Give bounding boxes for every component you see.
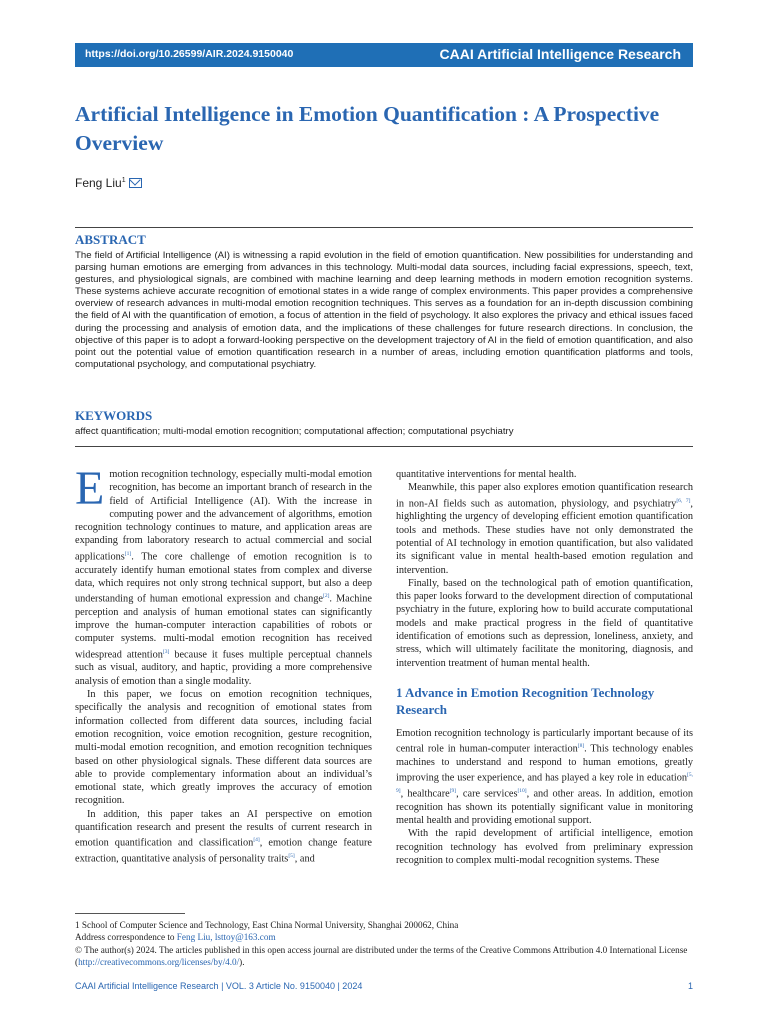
citation-ref[interactable]: [4] [253,837,260,844]
text-run: Meanwhile, this paper also explores emotion quantification research in non-AI fields such as automation, physiology, and psychiatry [396,482,693,510]
drop-cap: E [75,462,105,515]
author-name: Feng Liu [75,176,122,190]
intro-paragraph [75,462,372,688]
citation-ref[interactable]: [6, 7] [676,497,691,504]
keywords-text: affect quantification; multi-modal emotion recognition; computational affection; computational psychiatry [75,426,514,437]
divider-mid [75,446,693,447]
body-column-right [396,468,693,867]
abstract-text: The field of Artificial Intelligence (AI) is witnessing a rapid evolution in the field of emotion quantification. New possibilities for understanding and parsing human emotions are emerging from advances in this technology. Multi-modal data sources, including facial expressions, speech, text, gestures, and physiological signals, are combined with machine learning and deep learning methods in modern emotion recognition systems. These systems achieve accurate recognition of emotional states in a wide range of complex environments. This paper provides a comprehensive overview of research advances in multi-modal emotion recognition techniques. This serves as a foundation for an in-depth discussion combining the field of AI with the quantification of emotion, a focus of attention in the field of psychology. It also explores the privacy and ethical issues faced during the processing and analysis of emotion data, and the implications of these challenges for future research directions. In conclusion, the objective of this paper is to adopt a forward-looking perspective on the development trajectory of AI in the field of emotion quantification, and also point out the potential value of emotion quantification research in a number of areas, including emotion quantification platforms and tools, computational psychology, and computational psychiatry. [75,250,693,370]
body-paragraph: In this paper, we focus on emotion recognition techniques, specifically the analysis and recognition of emotional states from information collected from different data sources, including facial emotion recognition, voice emotion recognition, gesture recognition, multi-modal emotion recognition, and emotion recognition techniques based on other physiological signals. These different data sources are able to provide complementary information about an individual’s emotional state, which greatly improves the accuracy of emotion recognition. [75,689,372,807]
paper-title: Artificial Intelligence in Emotion Quantification : A Prospective Overview [75,102,660,155]
body-paragraph [75,808,372,866]
citation-ref[interactable]: [9] [449,787,457,794]
abstract-heading: ABSTRACT [75,232,146,247]
footer-citation: CAAI Artificial Intelligence Research | VOL. 3 Article No. 9150040 | 2024 [75,981,363,991]
correspondence-email-link[interactable]: Feng Liu, lsttoy@163.com [176,932,276,943]
citation-ref[interactable]: [2] [323,593,330,600]
doi-link[interactable]: https://doi.org/10.26599/AIR.2024.9150040 [85,48,294,60]
citation-ref[interactable]: [5, 9] [396,772,693,794]
email-icon[interactable] [129,178,142,188]
journal-name: CAAI Artificial Intelligence Research [439,46,681,62]
citation-ref[interactable]: [1] [124,550,132,557]
text-run: , emotion change feature extraction, quantitative analysis of personality traits [75,837,372,865]
correspondence-footnote [75,931,693,943]
text-run: Address correspondence to [75,932,177,943]
citation-ref[interactable]: [3] [162,648,170,655]
text-run: ). [239,956,245,967]
keywords-heading: KEYWORDS [75,408,153,423]
footnote-divider [75,913,185,914]
text-run: © The author(s) 2024. The articles published in this open access journal are distributed under the terms of the Creative Commons Attribution 4.0 International License ( [75,944,688,967]
page-number: 1 [687,981,693,991]
text-run: , care services [456,788,518,800]
citation-ref[interactable]: [5] [288,853,295,859]
citation-ref[interactable]: [10] [517,787,527,794]
text-run: , healthcare [400,788,450,800]
citation-ref[interactable]: [8] [577,743,585,750]
text-run: In addition, this paper takes an AI perspective on emotion quantification research and present the results of current research in emotion quantification and classification [75,808,372,849]
body-paragraph [396,727,693,827]
affiliation-mark: 1 [121,177,126,184]
journal-header-bar [75,43,693,67]
body-paragraph [396,481,693,577]
text-run: . The core challenge of emotion recognition is to accurately identify human emotional states from complex and diverse data, which requires not only strong technical support, but also a deep understanding of human emotional expression and change [75,551,372,605]
divider-top [75,227,693,228]
body-paragraph: quantitative interventions for mental health. [396,469,577,480]
text-run: . This technology enables machines to understand and respond to human emotions, greatly improving the user experience, and has played a key role in education [396,743,694,784]
body-column-left [75,462,372,866]
affiliation-footnote: 1 School of Computer Science and Technology, East China Normal University, Shanghai 200062, China [75,920,459,930]
text-run: Emotion recognition technology is particularly important because of its central role in human-computer interaction [396,727,693,755]
text-run: , and [294,853,315,865]
section-heading: 1 Advance in Emotion Recognition Technology Research [396,684,655,717]
body-paragraph: Finally, based on the technological path of emotion quantification, this paper looks forward to the development direction of computational psychiatry in the future, exploring how to build accurate computational models and make practical progress in the field of quantitative identification of emotions such as depression, loneliness, anxiety, and stress, which will ultimately facilitate the monitoring, diagnosis, and intervention treatment of human mental health. [396,577,693,669]
license-footnote [75,944,693,969]
author-line [75,176,142,190]
text-run: , highlighting the urgency of developing efficient emotion quantification tools and methods. These studies have not only demonstrated the potential of AI technology in emotion quantification, but also validated its significant value in mental health-based emotion regulation and intervention. [396,498,693,576]
text-run: . Machine perception and analysis of human emotional states can significantly improve the human-computer interaction capabilities of robots or computer systems. multi-modal emotion recognition has received widespread attention [75,593,372,661]
footnotes [75,919,693,968]
text-run: motion recognition technology, especially multi-modal emotion recognition, has become an important branch of research in the field of Artificial Intelligence (AI). With the increase in computing power and the advancement of algorithms, emotion recognition technology continues to mature, and application areas are expanding from laboratory research to actual commercial and social applications [75,469,372,563]
text-run: because it fuses multiple perceptual channels such as visual, auditory, and haptic, providing a more comprehensive analysis of emotion than a single modality. [75,649,372,687]
page-footer [75,981,693,991]
license-link[interactable]: http://creativecommons.org/licenses/by/4.0/ [78,956,240,967]
text-run: , and other areas. In addition, emotion recognition has shown its potentially significant value in monitoring mental health and providing emotional support. [396,788,693,826]
body-paragraph: With the rapid development of artificial intelligence, emotion recognition technology has evolved from preliminary expression recognition to complex multi-modal recognition systems. These [396,828,693,866]
